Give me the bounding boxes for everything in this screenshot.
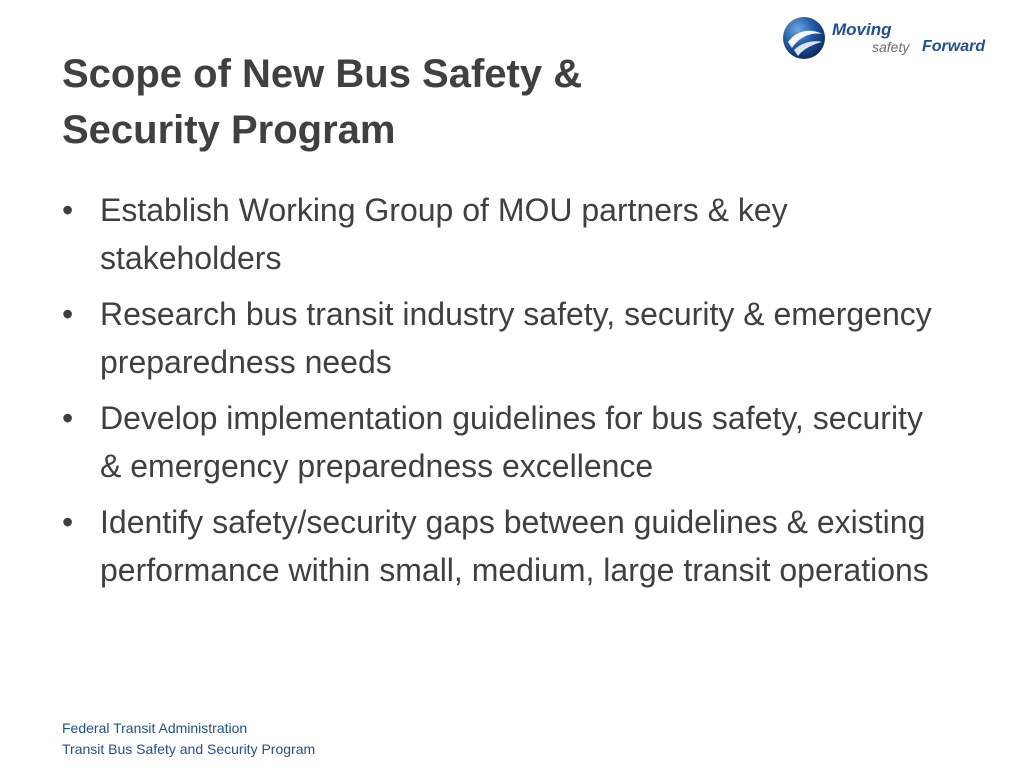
bullet-text: Identify safety/security gaps between guidelines & existing performance within small, medium, large transit operations [100, 504, 929, 588]
bullet-item [62, 186, 942, 282]
bullet-marker: • [62, 296, 74, 332]
bullet-marker: • [62, 504, 74, 540]
slide-title-line-2: Security Program [62, 108, 396, 152]
logo-wordmark [832, 20, 1002, 60]
bullet-item [62, 498, 942, 594]
bullet-marker: • [62, 400, 74, 436]
logo-word-moving: Moving [832, 20, 892, 39]
bullet-text: Research bus transit industry safety, security & emergency preparedness needs [100, 296, 932, 380]
footer [62, 718, 462, 760]
footer-program: Transit Bus Safety and Security Program [62, 741, 316, 757]
slide-title-line-1: Scope of New Bus Safety & [62, 52, 583, 96]
bullet-text: Develop implementation guidelines for bus safety, security & emergency preparedness excellence [100, 400, 923, 484]
bullet-marker: • [62, 192, 74, 228]
logo [780, 14, 1000, 62]
dot-swirl-icon [782, 16, 826, 60]
bullet-text: Establish Working Group of MOU partners & key stakeholders [100, 192, 788, 276]
logo-word-safety: safety [872, 39, 910, 55]
logo-word-forward: Forward [922, 38, 986, 55]
footer-org: Federal Transit Administration [62, 720, 248, 736]
bullet-list [62, 186, 942, 602]
bullet-item [62, 290, 942, 386]
slide-title [62, 46, 702, 158]
bullet-item [62, 394, 942, 490]
